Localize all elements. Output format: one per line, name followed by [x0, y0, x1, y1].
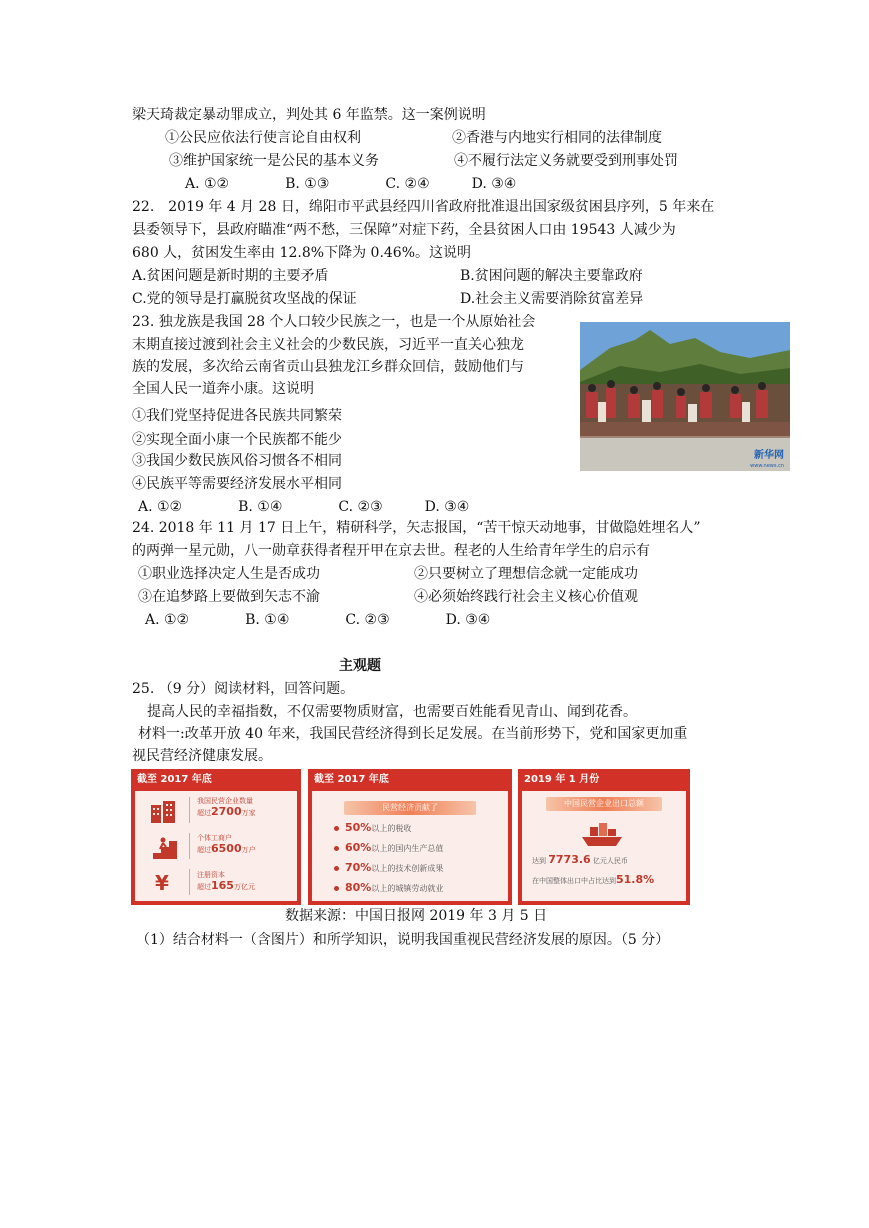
q22-stem-line-3: 680 人，贫困发生率由 12.8%下降为 0.46%。这说明 — [132, 245, 472, 261]
contribution-banner: 民营经济贡献了 — [344, 801, 476, 815]
panel-header: 2019 年 1 月份 — [524, 774, 600, 785]
contribution-tax: 50%以上的税收 — [334, 821, 411, 834]
exports-total: 达到 7773.6 亿元人民币 — [532, 853, 628, 866]
panel-body — [135, 791, 297, 901]
q22-option-c: C.党的领导是打赢脱贫攻坚战的保证 — [132, 291, 357, 307]
stat-enterprises-label: 我国民营企业数量 — [197, 797, 253, 805]
watermark-url: www.news.cn — [750, 463, 784, 469]
infographic-panel-contribution — [308, 769, 512, 905]
q23-stem-line-3: 族的发展，多次给云南省贡山县独龙江乡群众回信，鼓励他们与 — [132, 359, 524, 375]
q25-stem: 25. （9 分）阅读材料，回答问题。 — [132, 681, 355, 697]
section-title: 主观题 — [339, 658, 381, 674]
q23-stem-line-2: 末期直接过渡到社会主义社会的少数民族，习近平一直关心独龙 — [132, 337, 524, 353]
stat-enterprises-value: 超过2700万家 — [197, 805, 256, 818]
q22-option-b: B.贫困问题的解决主要靠政府 — [460, 268, 643, 284]
q25-material-line-1: 材料一:改革开放 40 年来，我国民营经济得到长足发展。在当前形势下，党和国家更加重 — [138, 726, 688, 742]
stat-capital-value: 超过165万亿元 — [197, 879, 255, 892]
cargo-ship-icon — [580, 819, 624, 851]
q23-stem-line-1: 23. 独龙族是我国 28 个人口较少民族之一，也是一个从原始社会 — [132, 314, 536, 330]
watermark-logo: 新华网 — [754, 450, 784, 461]
building-icon — [151, 801, 177, 827]
infographic-panel-exports — [518, 769, 690, 905]
q23-stem-line-4: 全国人民一道奔小康。这说明 — [132, 381, 314, 397]
q24-option-3: ③在追梦路上要做到矢志不渝 — [138, 589, 320, 605]
q22-stem-line-1: 22. 2019 年 4 月 28 日，绵阳市平武县经四川省政府批准退出国家级贫困县序列，5 年来在 — [132, 199, 715, 215]
yen-icon: ¥ — [155, 871, 169, 895]
q21-option-2: ②香港与内地实行相同的法律制度 — [452, 130, 662, 146]
q24-stem-line-2: 的两弹一星元勋，八一勋章获得者程开甲在京去世。程老的人生给青年学生的启示有 — [132, 543, 650, 559]
contribution-employment: 80%以上的城镇劳动就业 — [334, 881, 443, 894]
panel-header: 截至 2017 年底 — [314, 774, 389, 785]
q22-stem-line-2: 县委领导下，县政府瞄准“两不愁，三保障”对症下药，全县贫困人口由 19543 人减少为 — [132, 222, 676, 238]
q23-option-4: ④民族平等需要经济发展水平相同 — [132, 476, 342, 492]
contribution-innovation: 70%以上的技术创新成果 — [334, 861, 443, 874]
q24-option-4: ④必须始终践行社会主义核心价值观 — [414, 589, 638, 605]
q21-option-3: ③维护国家统一是公民的基本义务 — [169, 153, 379, 169]
climber-icon — [153, 837, 177, 863]
data-source: 数据来源：中国日报网 2019 年 3 月 5 日 — [285, 908, 548, 924]
q21-option-1: ①公民应依法行使言论自由权利 — [165, 130, 361, 146]
q24-answer-choices: A. ①② B. ①④ C. ②③ D. ③④ — [145, 612, 491, 628]
infographic-panel-enterprises — [131, 769, 301, 905]
q25-sub-question-1: （1）结合材料一（含图片）和所学知识，说明我国重视民营经济发展的原因。（5 分） — [136, 932, 670, 948]
q24-option-1: ①职业选择决定人生是否成功 — [138, 566, 320, 582]
panel-body — [522, 791, 686, 901]
stat-individual-value: 超过6500万户 — [197, 842, 256, 855]
stat-individual-label: 个体工商户 — [197, 834, 232, 842]
stat-capital-label: 注册资本 — [197, 871, 225, 879]
exports-share: 在中国整体出口中占比达到51.8% — [532, 873, 655, 886]
panel-header: 截至 2017 年底 — [137, 774, 212, 785]
q24-stem-line-1: 24. 2018 年 11 月 17 日上午，精研科学，矢志报国，“苦干惊天动地事，甘做隐姓埋名人” — [132, 520, 701, 536]
q25-material-line-2: 视民营经济健康发展。 — [132, 748, 272, 764]
q22-option-d: D.社会主义需要消除贫富差异 — [460, 291, 644, 307]
q23-option-2: ②实现全面小康一个民族都不能少 — [132, 432, 342, 448]
q22-option-a: A.贫困问题是新时期的主要矛盾 — [132, 268, 329, 284]
q21-option-4: ④不履行法定义务就要受到刑事处罚 — [454, 153, 678, 169]
contribution-gdp: 60%以上的国内生产总值 — [334, 841, 443, 854]
q24-option-2: ②只要树立了理想信念就一定能成功 — [414, 566, 638, 582]
panel-body — [312, 791, 508, 901]
q21-answer-choices: A. ①② B. ①③ C. ②④ D. ③④ — [185, 176, 517, 192]
exports-banner: 中国民营企业出口总额 — [546, 797, 662, 811]
q23-answer-choices: A. ①② B. ①④ C. ②③ D. ③④ — [138, 499, 470, 515]
q25-intro: 提高人民的幸福指数，不仅需要物质财富，也需要百姓能看见青山、闻到花香。 — [147, 704, 637, 720]
q23-option-1: ①我们党坚持促进各民族共同繁荣 — [132, 408, 342, 424]
q23-option-3: ③我国少数民族风俗习惯各不相同 — [132, 453, 342, 469]
dulong-villagers-photo — [580, 322, 790, 471]
q21-stem-tail: 梁天琦裁定暴动罪成立，判处其 6 年监禁。这一案例说明 — [132, 107, 486, 123]
